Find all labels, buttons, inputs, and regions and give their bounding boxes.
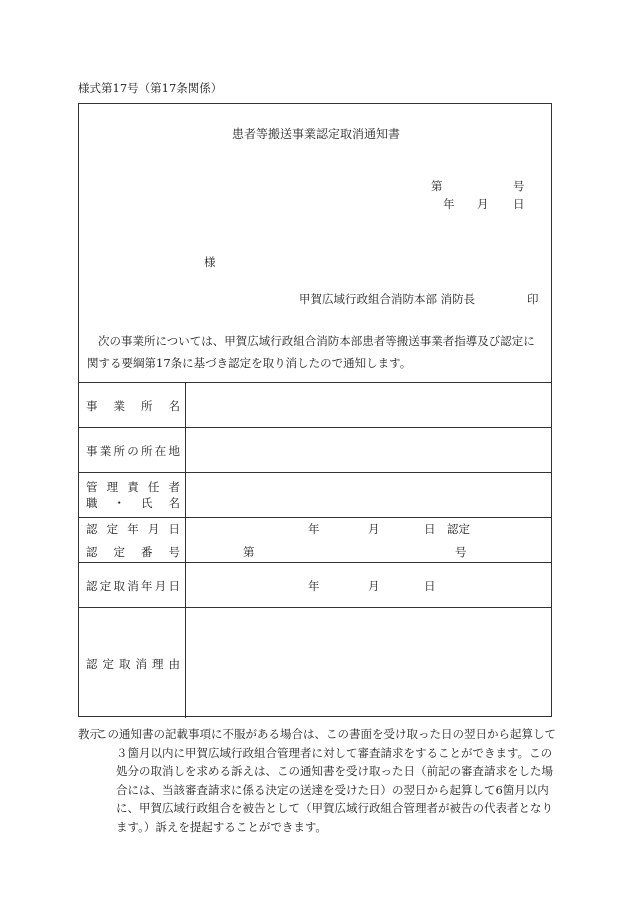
notice-form-frame <box>78 103 552 717</box>
label-office-name: 事 業 所 名 <box>86 399 180 413</box>
table-divider <box>79 607 551 608</box>
label-cert-number: 認 定 番 号 <box>86 545 180 559</box>
appeal-notice <box>78 725 558 836</box>
revoke-date-day: 日 <box>424 579 436 593</box>
cert-date-suffix: 認定 <box>447 522 470 536</box>
document-title: 患者等搬送事業認定取消通知書 <box>231 127 400 141</box>
doc-number-suffix: 号 <box>513 179 525 193</box>
cert-date-day: 日 <box>424 522 436 536</box>
label-revoke-reason: 認 定 取 消 理 由 <box>86 657 180 671</box>
date-day: 日 <box>513 197 525 211</box>
form-number: 様式第17号（第17条関係） <box>78 81 223 95</box>
table-divider <box>79 472 551 473</box>
revoke-date-month: 月 <box>368 579 380 593</box>
cert-number-suffix: 号 <box>455 545 467 559</box>
revoke-date-year: 年 <box>308 579 320 593</box>
table-column-divider <box>185 382 186 718</box>
label-revoke-date: 認定取消年月日 <box>86 579 180 593</box>
cert-date-month: 月 <box>368 522 380 536</box>
doc-number-prefix: 第 <box>431 179 443 193</box>
cert-number-prefix: 第 <box>243 545 255 559</box>
label-office-address: 事業所の所在地 <box>86 444 180 458</box>
date-year: 年 <box>443 197 455 211</box>
appeal-notice-text: この通知書の記載事項に不服がある場合は、この書面を受け取った日の翌日から起算して３箇月以内に甲賀広域行政組合管理者に対して審査請求をすることができます。この処分の取消しを求める訴えは、この通知書を受け取った日（前記の審査請求をした場合には、当該審査請求に係る決定の送達を受けた日）の翌日から起算して6箇月以内に、甲賀広域行政組合を被告として（甲賀広域行政組合管理者が被告の代表者となります。）訴えを提起することができます。 <box>96 727 556 834</box>
seal-mark: 印 <box>527 292 539 306</box>
cert-date-year: 年 <box>308 522 320 536</box>
appeal-notice-head: 教示 <box>78 727 101 741</box>
label-manager-line1: 管 理 責 任 者 <box>86 480 180 494</box>
table-divider <box>79 427 551 428</box>
label-manager-line2: 職 ・ 氏 名 <box>86 496 180 510</box>
table-divider <box>79 517 551 518</box>
addressee-suffix: 様 <box>204 255 216 269</box>
table-divider <box>79 562 551 563</box>
label-cert-date: 認 定 年 月 日 <box>86 522 180 536</box>
date-month: 月 <box>477 197 489 211</box>
notice-body: 次の事業所については、甲賀広域行政組合消防本部患者等搬送事業者指導及び認定に関する要綱第17条に基づき認定を取り消したので通知します。 <box>87 334 535 370</box>
sender-name: 甲賀広域行政組合消防本部 消防長 <box>299 292 476 306</box>
table-top-border <box>79 382 551 383</box>
